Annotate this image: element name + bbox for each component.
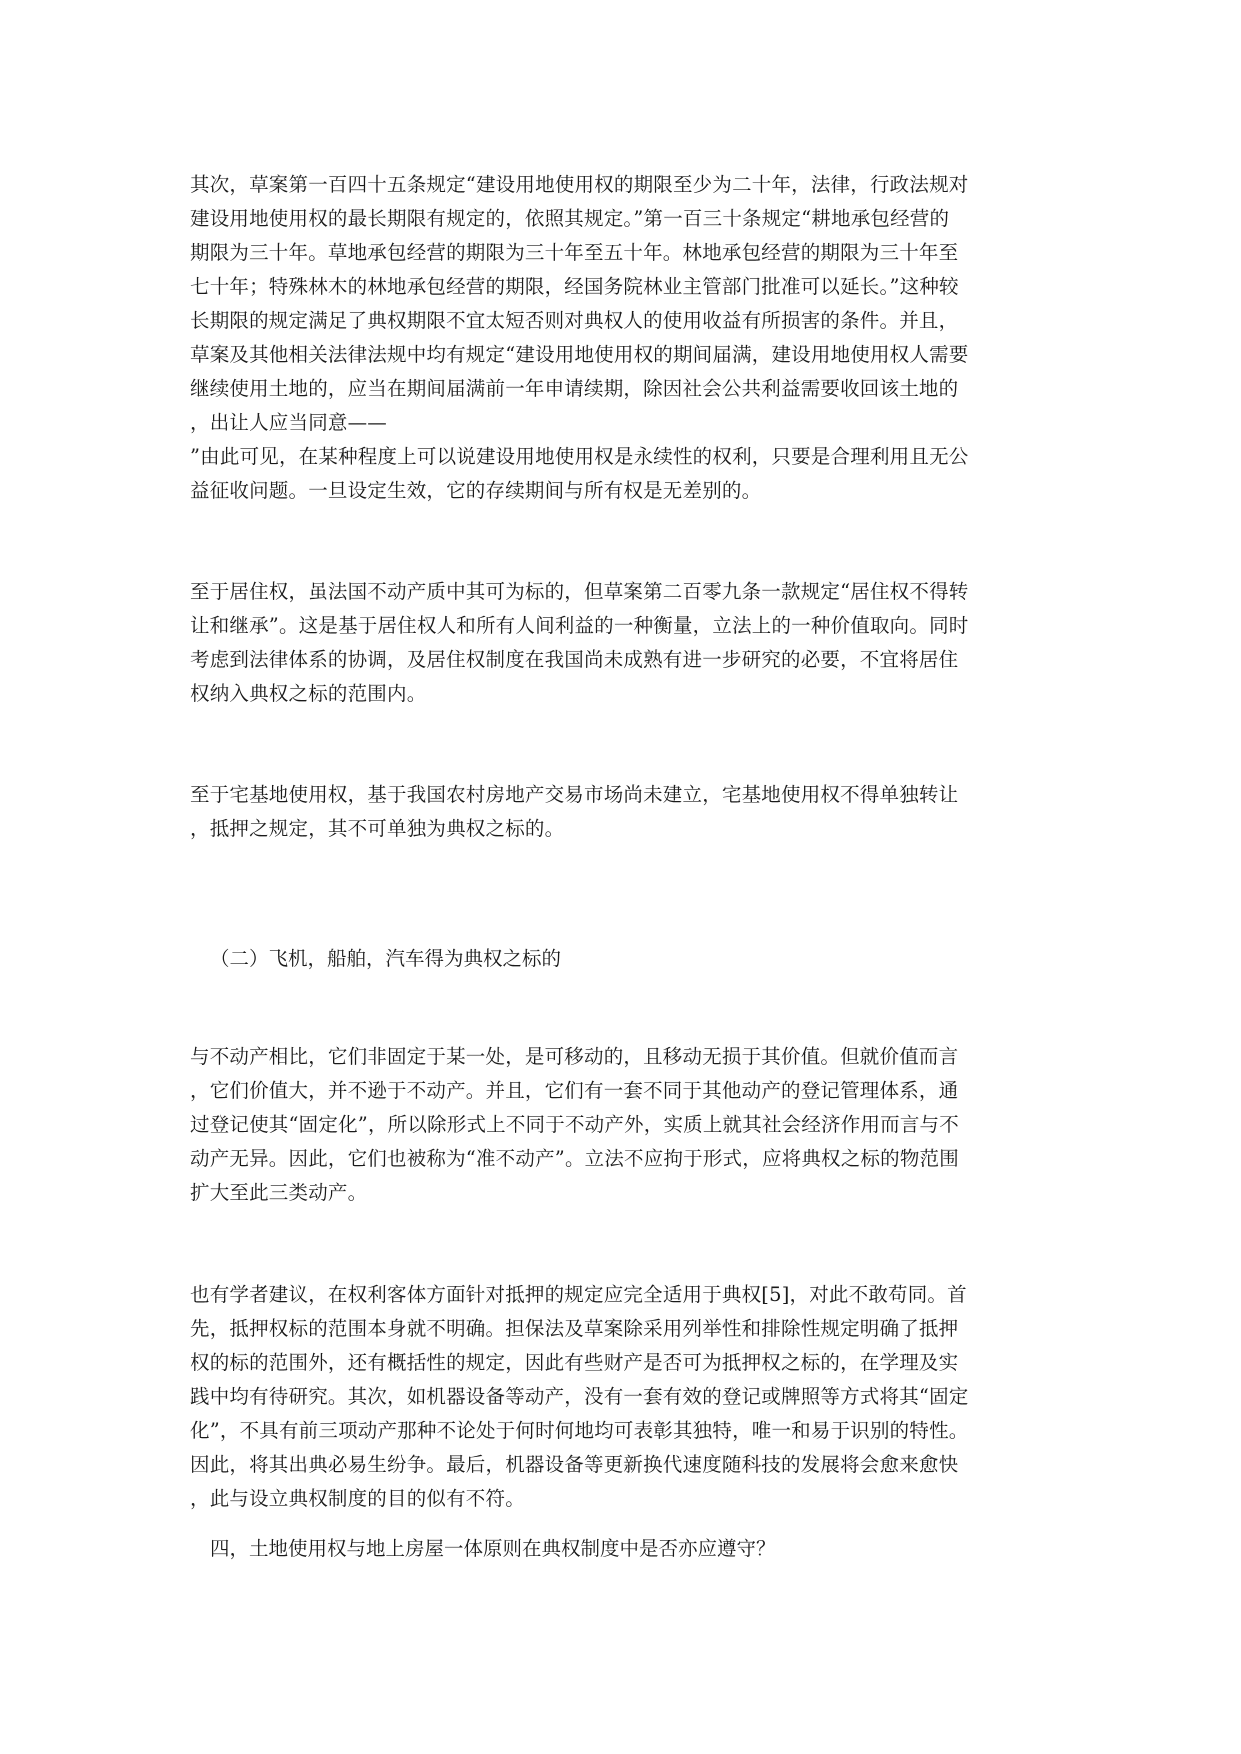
paragraph-right-of-residence	[190, 575, 1060, 711]
text-line: 因此，将其出典必易生纷争。最后，机器设备等更新换代速度随科技的发展将会愈来愈快	[190, 1453, 959, 1476]
text-line: 七十年；特殊林木的林地承包经营的期限，经国务院林业主管部门批准可以延长。”这种较	[190, 275, 959, 298]
text-line: 化”，不具有前三项动产那种不论处于何时何地均可表彰其独特，唯一和易于识别的特性。	[190, 1419, 969, 1442]
text-line: 扩大至此三类动产。	[190, 1181, 368, 1204]
text-line: 期限为三十年。草地承包经营的期限为三十年至五十年。林地承包经营的期限为三十年至	[190, 241, 959, 264]
text-line: ，它们价值大，并不逊于不动产。并且，它们有一套不同于其他动产的登记管理体系，通	[190, 1079, 959, 1102]
text-line: 至于居住权，虽法国不动产质中其可为标的，但草案第二百零九条一款规定“居住权不得转	[190, 580, 969, 603]
paragraph-quasi-immovables	[190, 1040, 1060, 1210]
text-line: 也有学者建议，在权利客体方面针对抵押的规定应完全适用于典权[5]，对此不敢苟同。首	[190, 1283, 967, 1306]
text-line: 至于宅基地使用权，基于我国农村房地产交易市场尚未建立，宅基地使用权不得单独转让	[190, 783, 959, 806]
section-heading-aircraft-ships-vehicles: （二）飞机，船舶，汽车得为典权之标的	[210, 947, 562, 970]
text-line: 让和继承”。这是基于居住权人和所有人间利益的一种衡量，立法上的一种价值取向。同时	[190, 614, 969, 637]
text-line: 其次，草案第一百四十五条规定“建设用地使用权的期限至少为二十年，法律，行政法规对	[190, 173, 969, 196]
text-line: 与不动产相比，它们非固定于某一处，是可移动的，且移动无损于其价值。但就价值而言	[190, 1045, 959, 1068]
text-line: 过登记使其“固定化”，所以除形式上不同于不动产外，实质上就其社会经济作用而言与不	[190, 1113, 959, 1136]
text-line: 建设用地使用权的最长期限有规定的，依照其规定。”第一百三十条规定“耕地承包经营的	[190, 207, 950, 230]
text-line: 草案及其他相关法律法规中均有规定“建设用地使用权的期间届满，建设用地使用权人需要	[190, 343, 969, 366]
text-line: 权的标的范围外，还有概括性的规定，因此有些财产是否可为抵押权之标的，在学理及实	[190, 1351, 959, 1374]
text-line: 长期限的规定满足了典权期限不宜太短否则对典权人的使用收益有所损害的条件。并且，	[190, 309, 959, 332]
text-line: 权纳入典权之标的范围内。	[190, 682, 427, 705]
text-line: ”由此可见，在某种程度上可以说建设用地使用权是永续性的权利，只要是合理利用且无公	[190, 445, 969, 468]
text-line: ，抵押之规定，其不可单独为典权之标的。	[190, 817, 565, 840]
section-heading-land-and-house-unity: 四，土地使用权与地上房屋一体原则在典权制度中是否亦应遵守？	[210, 1537, 776, 1560]
text-line: 动产无异。因此，它们也被称为“准不动产”。立法不应拘于形式，应将典权之标的物范围	[190, 1147, 959, 1170]
paragraph-homestead	[190, 778, 1060, 846]
text-line: 先，抵押权标的范围本身就不明确。担保法及草案除采用列举性和排除性规定明确了抵押	[190, 1317, 959, 1340]
text-line: ，此与设立典权制度的目的似有不符。	[190, 1487, 525, 1510]
paragraph-land-use-term	[190, 168, 1060, 508]
text-line: 益征收问题。一旦设定生效，它的存续期间与所有权是无差别的。	[190, 479, 762, 502]
text-line: 践中均有待研究。其次，如机器设备等动产，没有一套有效的登记或牌照等方式将其“固定	[190, 1385, 969, 1408]
text-line: ，出让人应当同意——	[190, 411, 388, 434]
text-line: 考虑到法律体系的协调，及居住权制度在我国尚未成熟有进一步研究的必要，不宜将居住	[190, 648, 959, 671]
text-line: 继续使用土地的，应当在期间届满前一年申请续期，除因社会公共利益需要收回该土地的	[190, 377, 959, 400]
paragraph-mortgage-comparison	[190, 1278, 1060, 1516]
